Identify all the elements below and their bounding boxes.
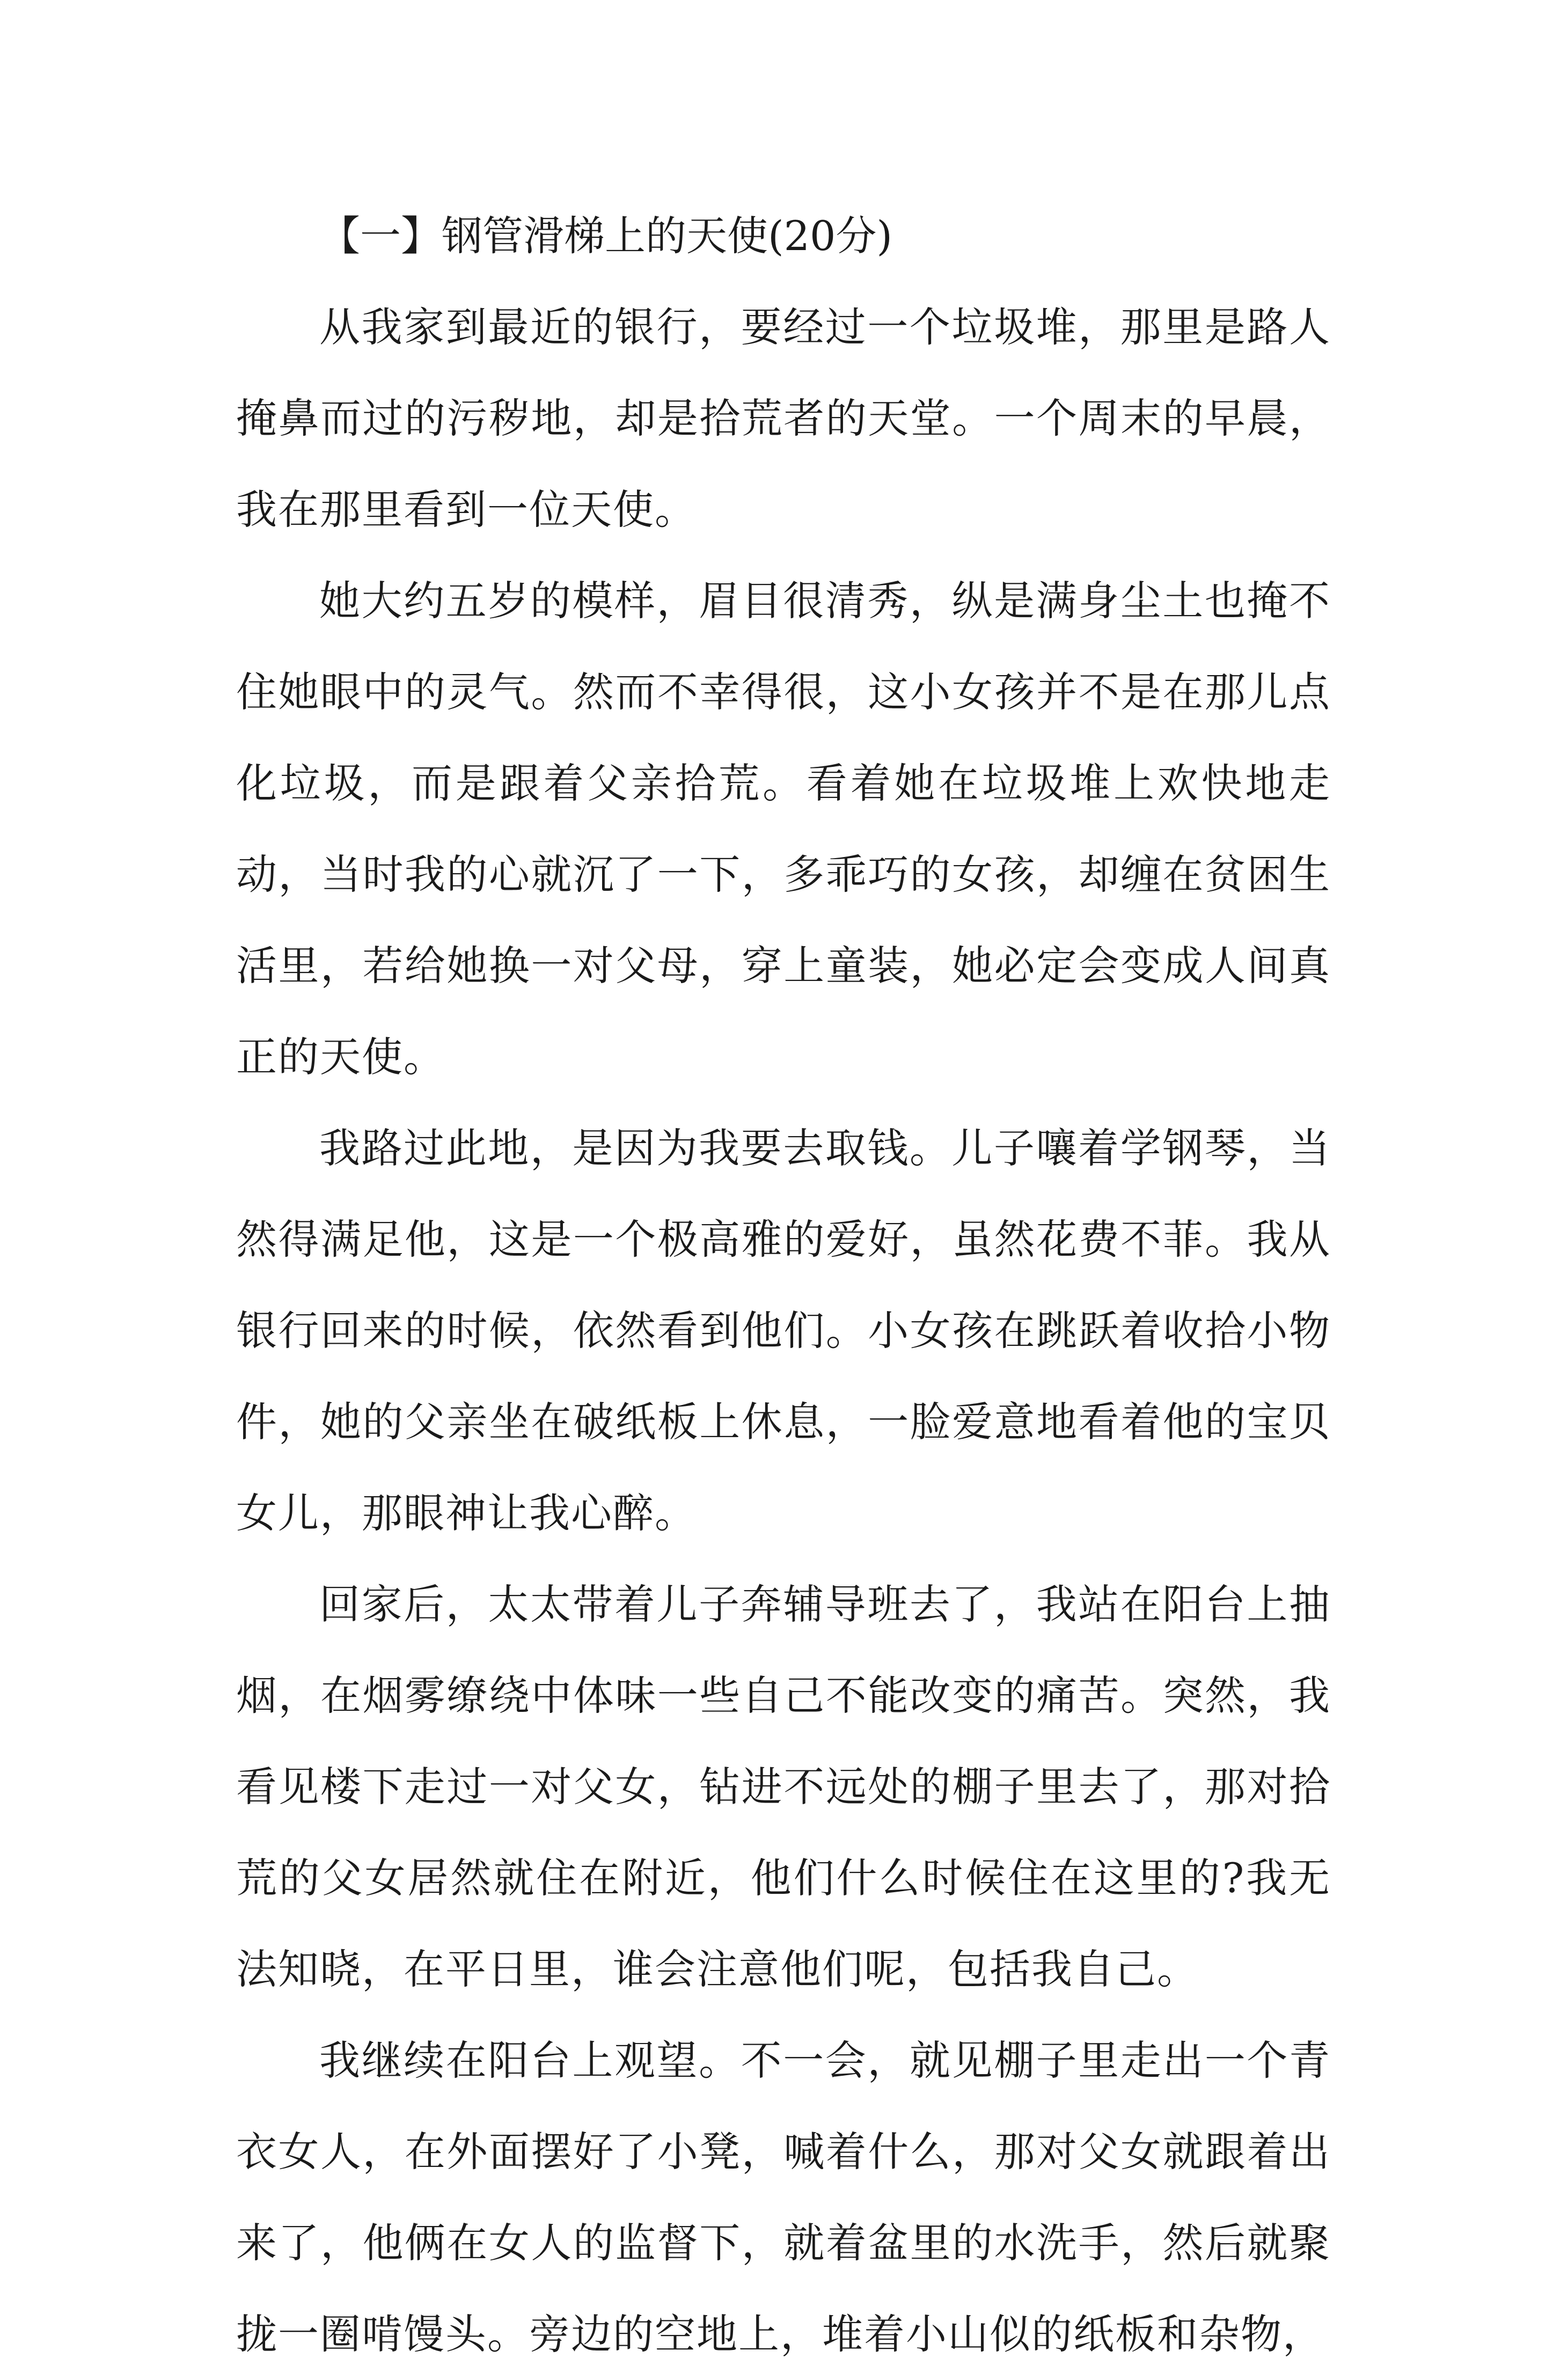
paragraph: 我路过此地，是因为我要去取钱。儿子嚷着学钢琴，当然得满足他，这是一个极高雅的爱好，虽然花费不菲。我从银行回来的时候，依然看到他们。小女孩在跳跃着收拾小物件，她的父亲坐在破纸板上休息，一脸爱意地看着他的宝贝女儿，那眼神让我心醉。: [236, 1124, 1331, 1537]
paragraph: 回家后，太太带着儿子奔辅导班去了，我站在阳台上抽烟，在烟雾缭绕中体味一些自己不能改变的痛苦。突然，我看见楼下走过一对父女，钻进不远处的棚子里去了，那对拾荒的父女居然就住在附近，他们什么时候住在这里的?我无法知晓，在平日里，谁会注意他们呢，包括我自己。: [236, 1580, 1331, 1993]
paragraph: 她大约五岁的模样，眉目很清秀，纵是满身尘土也掩不住她眼中的灵气。然而不幸得很，这小女孩并不是在那儿点化垃圾，而是跟着父亲拾荒。看着她在垃圾堆上欢快地走动，当时我的心就沉了一下，多乖巧的女孩，却缠在贫困生活里，若给她换一对父母，穿上童装，她必定会变成人间真正的天使。: [236, 577, 1331, 1081]
document-body: [236, 191, 1331, 2380]
document-title: 【一】钢管滑梯上的天使(20分): [319, 212, 893, 260]
paragraph: 从我家到最近的银行，要经过一个垃圾堆，那里是路人掩鼻而过的污秽地，却是拾荒者的天堂。一个周末的早晨，我在那里看到一位天使。: [236, 303, 1331, 533]
paragraph: 我继续在阳台上观望。不一会，就见棚子里走出一个青衣女人，在外面摆好了小凳，喊着什么，那对父女就跟着出来了，他俩在女人的监督下，就着盆里的水洗手，然后就聚拢一圈啃馒头。旁边的空地上，堆着小山似的纸板和杂物，: [236, 2037, 1331, 2358]
